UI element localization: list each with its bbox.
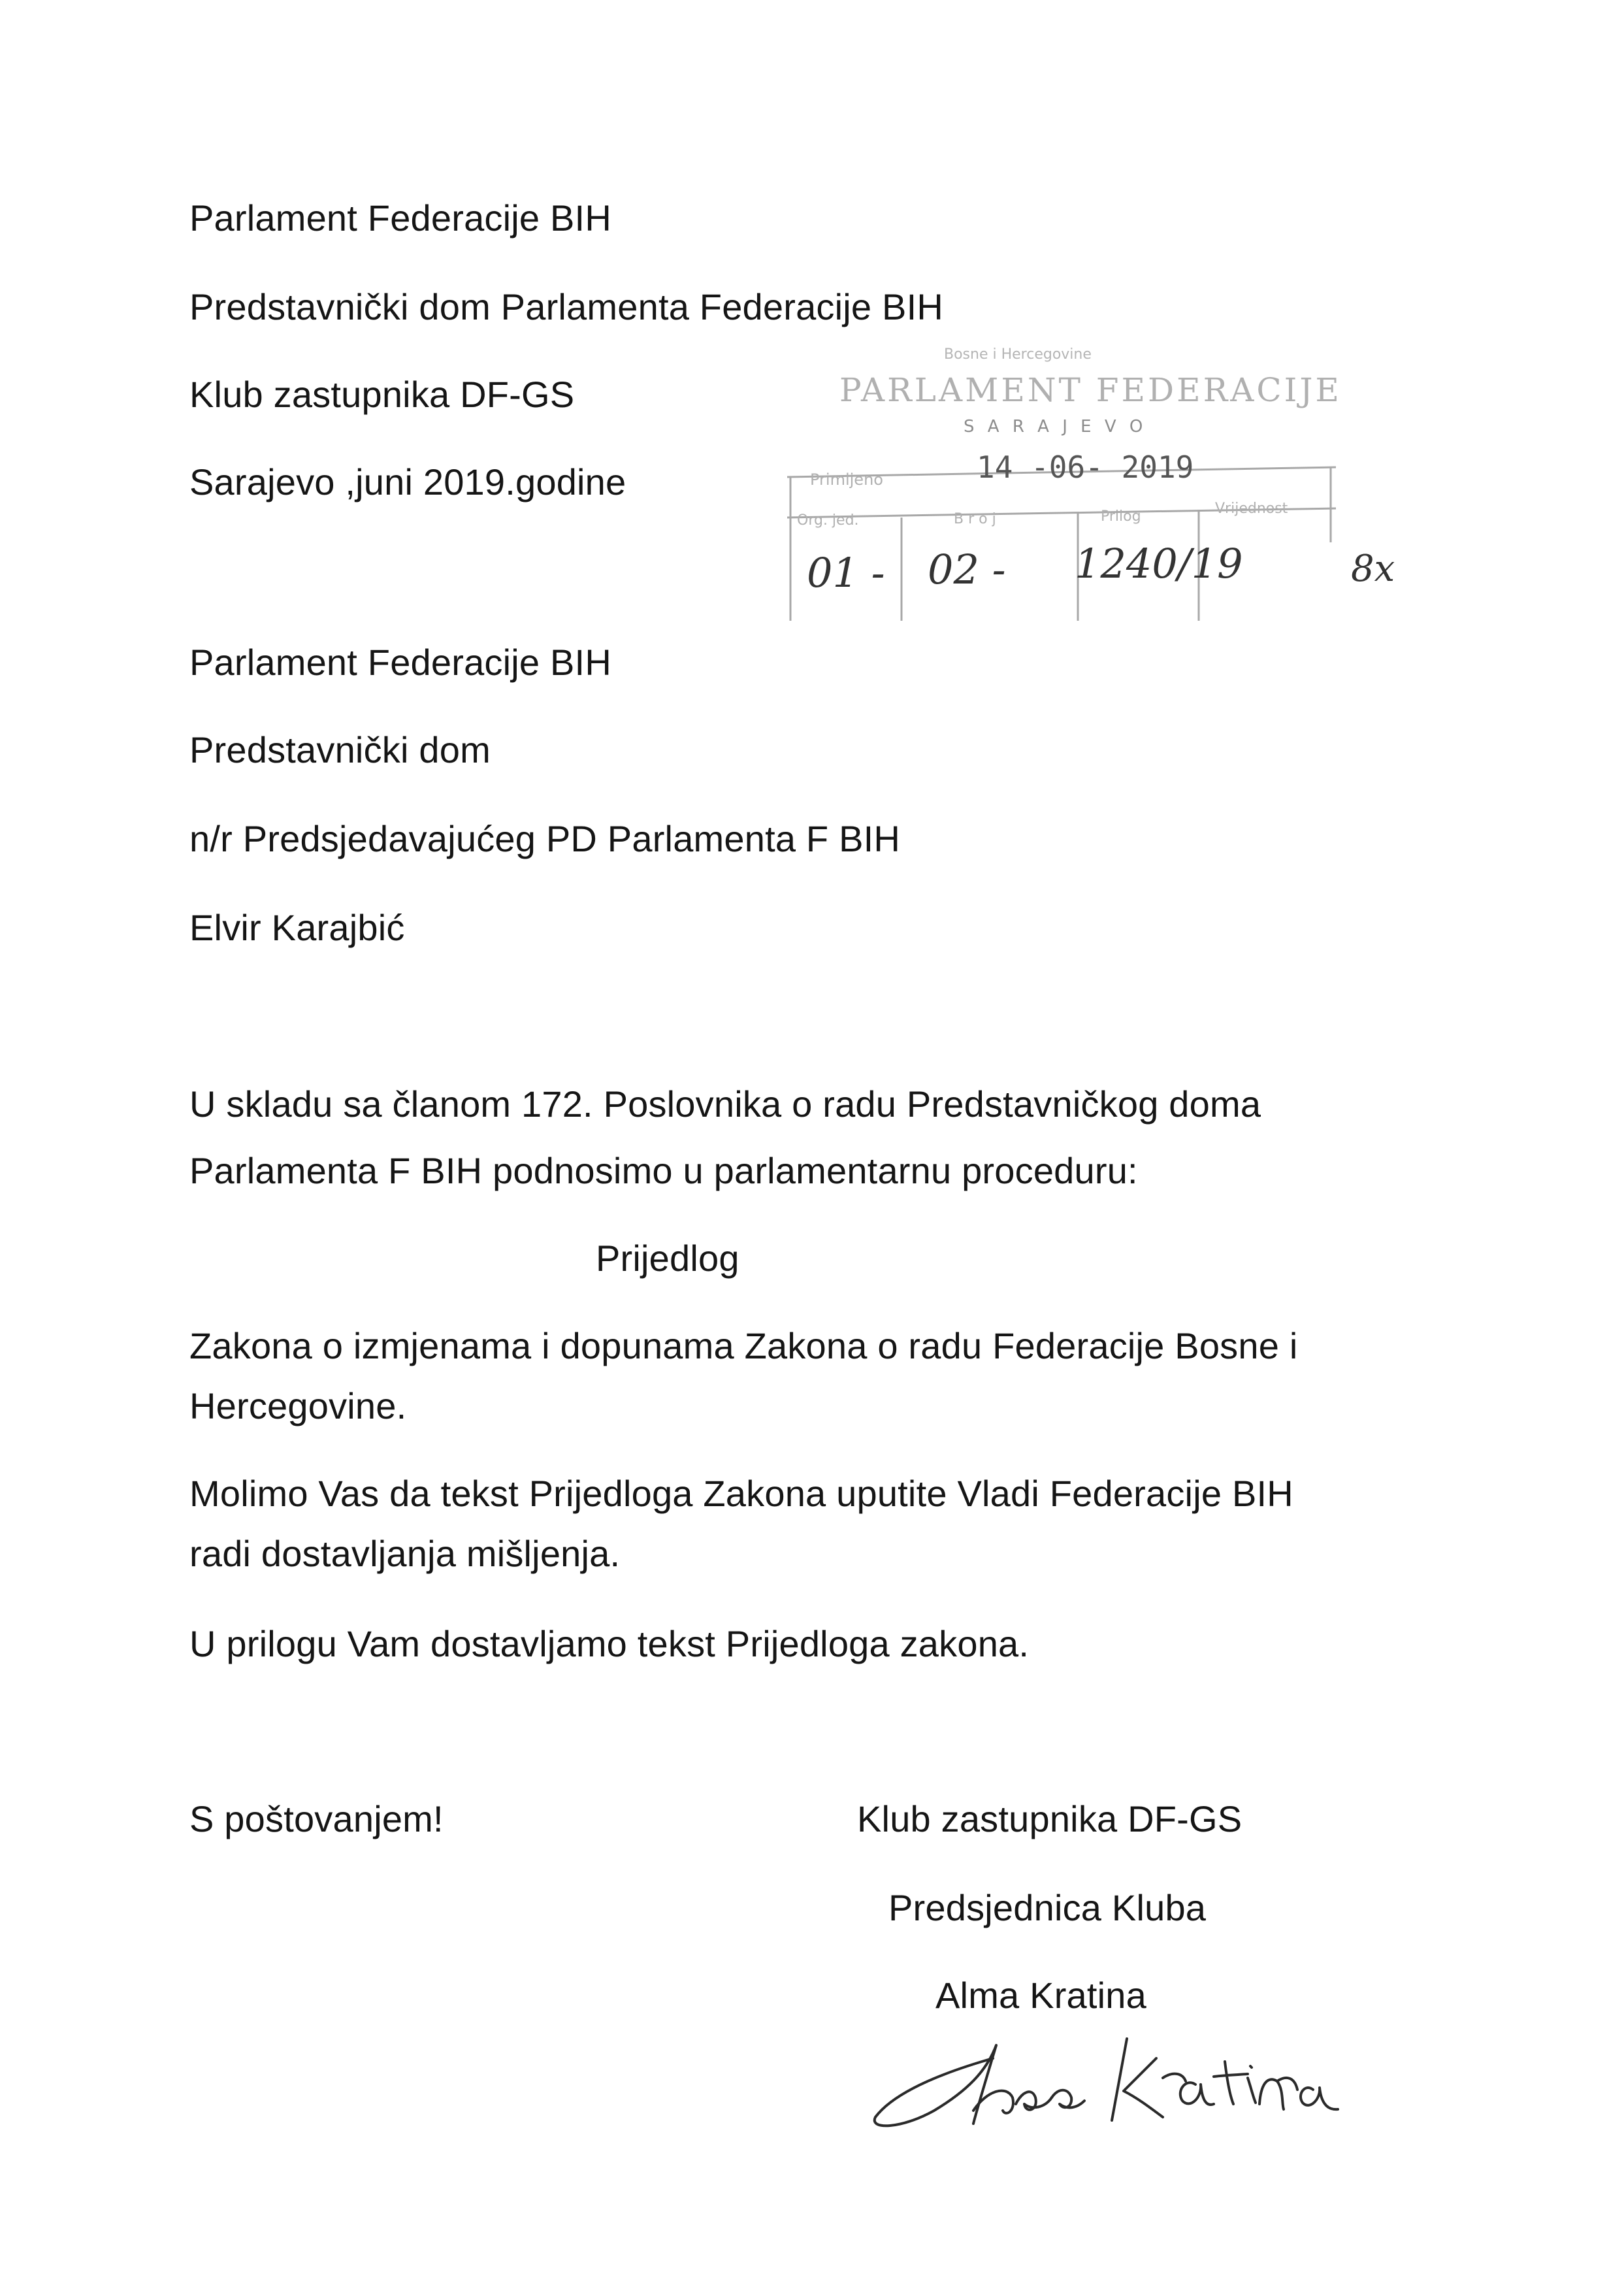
body-paragraph-2b: Hercegovine. bbox=[189, 1385, 407, 1426]
body-paragraph-2a: Zakona o izmjenama i dopunama Zakona o radu Federacije Bosne i bbox=[189, 1325, 1298, 1366]
body-heading: Prijedlog bbox=[596, 1238, 739, 1279]
body-paragraph-4: U prilogu Vam dostavljamo tekst Prijedloga zakona. bbox=[189, 1623, 1030, 1664]
stamp-label-prilog: Prilog bbox=[1101, 508, 1141, 525]
sender-line-2: Predstavnički dom Parlamenta Federacije BIH bbox=[189, 286, 943, 327]
recipient-line-1: Parlament Federacije BIH bbox=[189, 642, 611, 683]
stamp-label-broj: B r o j bbox=[954, 511, 996, 527]
recipient-line-3: n/r Predsjedavajućeg PD Parlamenta F BIH bbox=[189, 818, 901, 859]
stamp-hand-org: 01 - bbox=[807, 549, 885, 597]
body-paragraph-3a: Molimo Vas da tekst Prijedloga Zakona uputite Vladi Federacije BIH bbox=[189, 1473, 1293, 1514]
recipient-line-2: Predstavnički dom bbox=[189, 729, 491, 770]
stamp-label-org: Org. jed. bbox=[797, 512, 859, 529]
stamp-hand-number: 1240/19 bbox=[1075, 540, 1243, 587]
body-paragraph-3b: radi dostavljanja mišljenja. bbox=[189, 1533, 621, 1574]
sender-line-3: Klub zastupnika DF-GS bbox=[189, 374, 575, 415]
recipient-name: Elvir Karajbić bbox=[189, 907, 405, 948]
closing-club: Klub zastupnika DF-GS bbox=[857, 1798, 1242, 1839]
stamp-hand-broj: 02 - bbox=[928, 546, 1006, 593]
closing-role: Predsjednica Kluba bbox=[888, 1887, 1207, 1928]
closing-name: Alma Kratina bbox=[935, 1975, 1146, 2016]
stamp-label-vrijednost: Vrijednost bbox=[1215, 501, 1288, 517]
body-paragraph-1a: U skladu sa članom 172. Poslovnika o radu Predstavničkog doma bbox=[189, 1083, 1261, 1125]
closing-greeting: S poštovanjem! bbox=[189, 1798, 444, 1839]
stamp-hand-prilog: 8x bbox=[1351, 548, 1395, 590]
stamp-small-top: Bosne i Hercegovine bbox=[944, 346, 1092, 363]
handwritten-signature bbox=[856, 2013, 1352, 2143]
sender-line-1: Parlament Federacije BIH bbox=[189, 197, 611, 239]
stamp-label-primljeno: Primljeno bbox=[810, 470, 883, 489]
stamp-city: S A R A J E V O bbox=[964, 417, 1147, 436]
stamp-date: 14 -06- 2019 bbox=[977, 450, 1194, 485]
body-paragraph-1b: Parlamenta F BIH podnosimo u parlamentarnu proceduru: bbox=[189, 1150, 1138, 1191]
registry-stamp bbox=[781, 346, 1342, 621]
stamp-title: PARLAMENT FEDERACIJE bbox=[839, 371, 1342, 409]
sender-date-line: Sarajevo ,juni 2019.godine bbox=[189, 461, 626, 502]
